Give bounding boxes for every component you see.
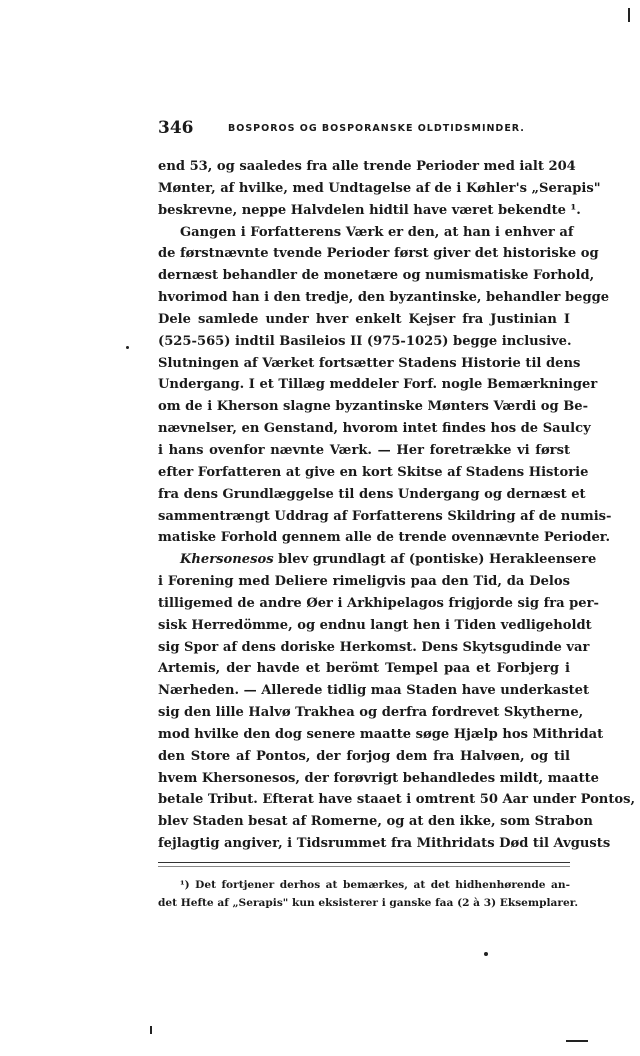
- text-line: sisk Herredömme, og endnu langt hen i Tiden vedligeholdt: [158, 617, 592, 633]
- text-line: den Store af Pontos, der forjog dem fra Halvøen, og til: [158, 748, 570, 764]
- text-line-khersonesos: [158, 549, 597, 571]
- text-line: beskrevne, neppe Halvdelen hidtil have været bekendte ¹.: [158, 202, 581, 218]
- footnotes: [158, 876, 579, 912]
- body-text: [158, 156, 636, 855]
- scan-dot-left: [126, 346, 129, 349]
- text-line: end 53, og saaledes fra alle trende Perioder med ialt 204: [158, 159, 576, 174]
- text-line: mod hvilke den dog senere maatte søge Hjælp hos Mithridat: [158, 726, 604, 742]
- text-line: Mønter, af hvilke, med Undtagelse af de i Køhler's „Serapis": [158, 180, 601, 196]
- text-line: i hans ovenfor nævnte Værk. — Her foretrække vi først: [158, 442, 570, 458]
- page-header: [158, 118, 568, 140]
- text-line: betale Tribut. Efterat have staaet i omtrent 50 Aar under Pontos,: [158, 792, 636, 808]
- scan-mark-top-right: [628, 8, 630, 22]
- running-head: BOSPOROS OG BOSPORANSKE OLDTIDSMINDER.: [228, 123, 525, 134]
- text-line: hvem Khersonesos, der forøvrigt behandledes mildt, maatte: [158, 770, 599, 786]
- text-line: Gangen i Forfatterens Værk er den, at han i enhver af: [180, 224, 574, 240]
- text-line: tilligemed de andre Øer i Arkhipelagos frigjorde sig fra per-: [158, 595, 599, 611]
- text-line: Slutningen af Værket fortsætter Stadens Historie til dens: [158, 355, 581, 371]
- page-number: 346: [158, 118, 194, 138]
- footnote-divider-secondary: [158, 866, 570, 867]
- text-line: Artemis, der havde et berömt Tempel paa et Forbjerg i: [158, 661, 570, 677]
- scan-dot-bottom: [484, 952, 488, 956]
- text-line-rest: blev grundlagt af (pontiske) Herakleensere: [278, 552, 597, 568]
- footnote-divider: [158, 862, 570, 863]
- footnote-line: det Hefte af „Serapis" kun eksisterer i ganske faa (2 à 3) Eksemplarer.: [158, 897, 579, 909]
- text-line: de førstnævnte tvende Perioder først giver det historiske og: [158, 246, 599, 262]
- text-line: om de i Kherson slagne byzantinske Mønters Værdi og Be-: [158, 399, 589, 415]
- text-line: sammentrængt Uddrag af Forfatterens Skildring af de numis-: [158, 508, 612, 524]
- scan-mark-bottom-left: [150, 1026, 152, 1034]
- text-line: dernæst behandler de monetære og numismatiske Forhold,: [158, 268, 595, 284]
- text-line: efter Forfatteren at give en kort Skitse af Stadens Historie: [158, 464, 589, 480]
- text-line: fra dens Grundlæggelse til dens Undergang og dernæst et: [158, 486, 586, 502]
- text-line: matiske Forhold gennem alle de trende ovennævnte Perioder.: [158, 530, 611, 546]
- text-line: (525-565) indtil Basileios II (975-1025) begge inclusive.: [158, 333, 572, 349]
- text-line: Dele samlede under hver enkelt Kejser fra Justinian I: [158, 311, 570, 327]
- italic-lead: Khersonesos: [180, 552, 274, 568]
- footnote-line: ¹) Det fortjener derhos at bemærkes, at det hidhenhørende an-: [180, 879, 570, 891]
- scan-mark-bottom-right: [566, 1040, 588, 1042]
- text-line: i Forening med Deliere rimeligvis paa den Tid, da Delos: [158, 574, 570, 590]
- text-line: sig den lille Halvø Trakhea og derfra fordrevet Skytherne,: [158, 705, 584, 721]
- text-line: Nærheden. — Allerede tidlig maa Staden have underkastet: [158, 683, 590, 699]
- text-line: Undergang. I et Tillæg meddeler Forf. nogle Bemærkninger: [158, 377, 598, 393]
- text-line: hvorimod han i den tredje, den byzantinske, behandler begge: [158, 290, 610, 306]
- text-line: nævnelser, en Genstand, hvorom intet findes hos de Saulcy: [158, 421, 591, 437]
- text-line: sig Spor af dens doriske Herkomst. Dens Skytsgudinde var: [158, 639, 590, 655]
- text-line: blev Staden besat af Romerne, og at den ikke, som Strabon: [158, 814, 593, 830]
- text-line: fejlagtig angiver, i Tidsrummet fra Mithridats Død til Avgusts: [158, 836, 611, 852]
